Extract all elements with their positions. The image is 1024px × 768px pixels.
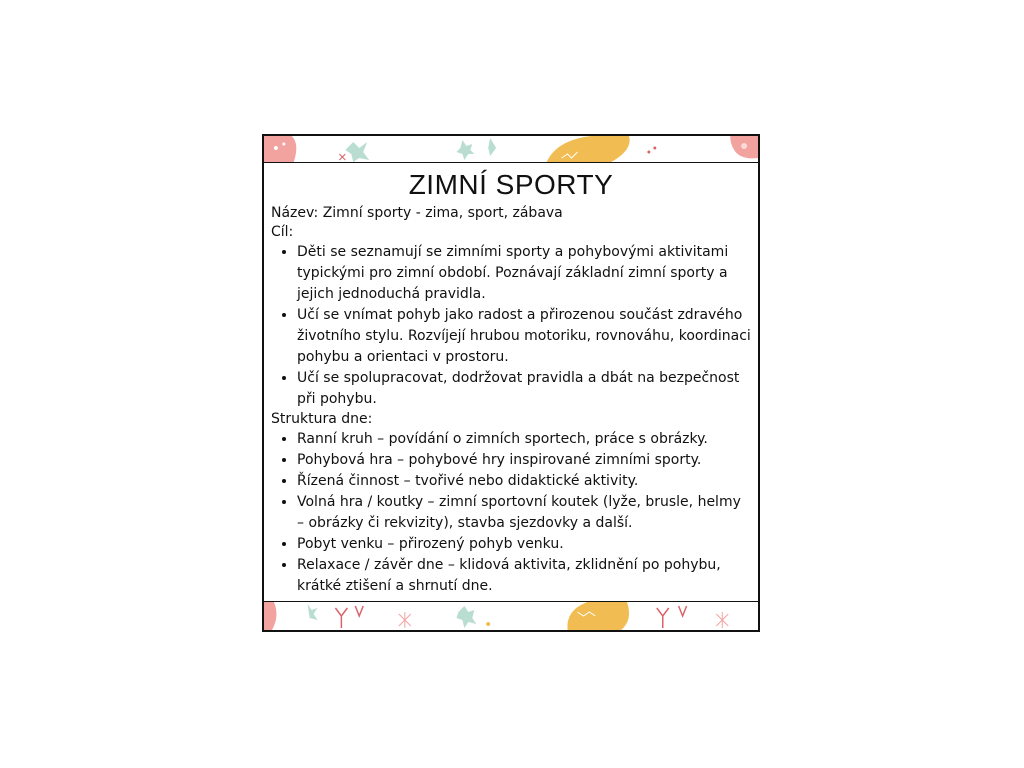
list-item: • Volná hra / koutky – zimní sportovní koutek (lyže, brusle, helmy – obrázky či rekvizity), stavba sjezdovky a další. xyxy=(297,492,751,534)
structure-label: Struktura dne: xyxy=(271,411,373,427)
list-item: • Řízená činnost – tvořivé nebo didaktické aktivity. xyxy=(297,471,751,492)
decorative-footer-strip xyxy=(264,601,758,630)
winter-pattern-icon xyxy=(264,136,758,162)
list-item: • Relaxace / závěr dne – klidová aktivita, zklidnění po pohybu, krátké ztišení a shrnutí dne. xyxy=(297,555,751,597)
list-item: • Pobyt venku – přirozený pohyb venku. xyxy=(297,534,751,555)
goal-list xyxy=(271,242,751,410)
list-item: • Děti se seznamují se zimními sporty a pohybovými aktivitami typickými pro zimní období. Poznávají základní zimní sporty a jejich jednoduchá pravidla. xyxy=(297,242,751,305)
list-item: • Pohybová hra – pohybové hry inspirované zimními sporty. xyxy=(297,450,751,471)
list-item: • Učí se spolupracovat, dodržovat pravidla a dbát na bezpečnost při pohybu. xyxy=(297,368,751,410)
decorative-header-strip xyxy=(264,136,758,163)
goal-label: Cíl: xyxy=(271,224,294,240)
lesson-card xyxy=(262,134,760,632)
list-item: • Učí se vnímat pohyb jako radost a přirozenou součást zdravého životního stylu. Rozvíjejí hrubou motoriku, rovnováhu, koordinaci pohybu a orientaci v prostoru. xyxy=(297,305,751,368)
structure-list xyxy=(271,429,751,597)
document-body xyxy=(264,163,758,601)
winter-pattern-icon xyxy=(264,602,758,630)
page-title: ZIMNÍ SPORTY xyxy=(408,169,614,200)
list-item: • Ranní kruh – povídání o zimních sportech, práce s obrázky. xyxy=(297,429,751,450)
name-line: Název: Zimní sporty - zima, sport, zábava xyxy=(271,205,563,221)
